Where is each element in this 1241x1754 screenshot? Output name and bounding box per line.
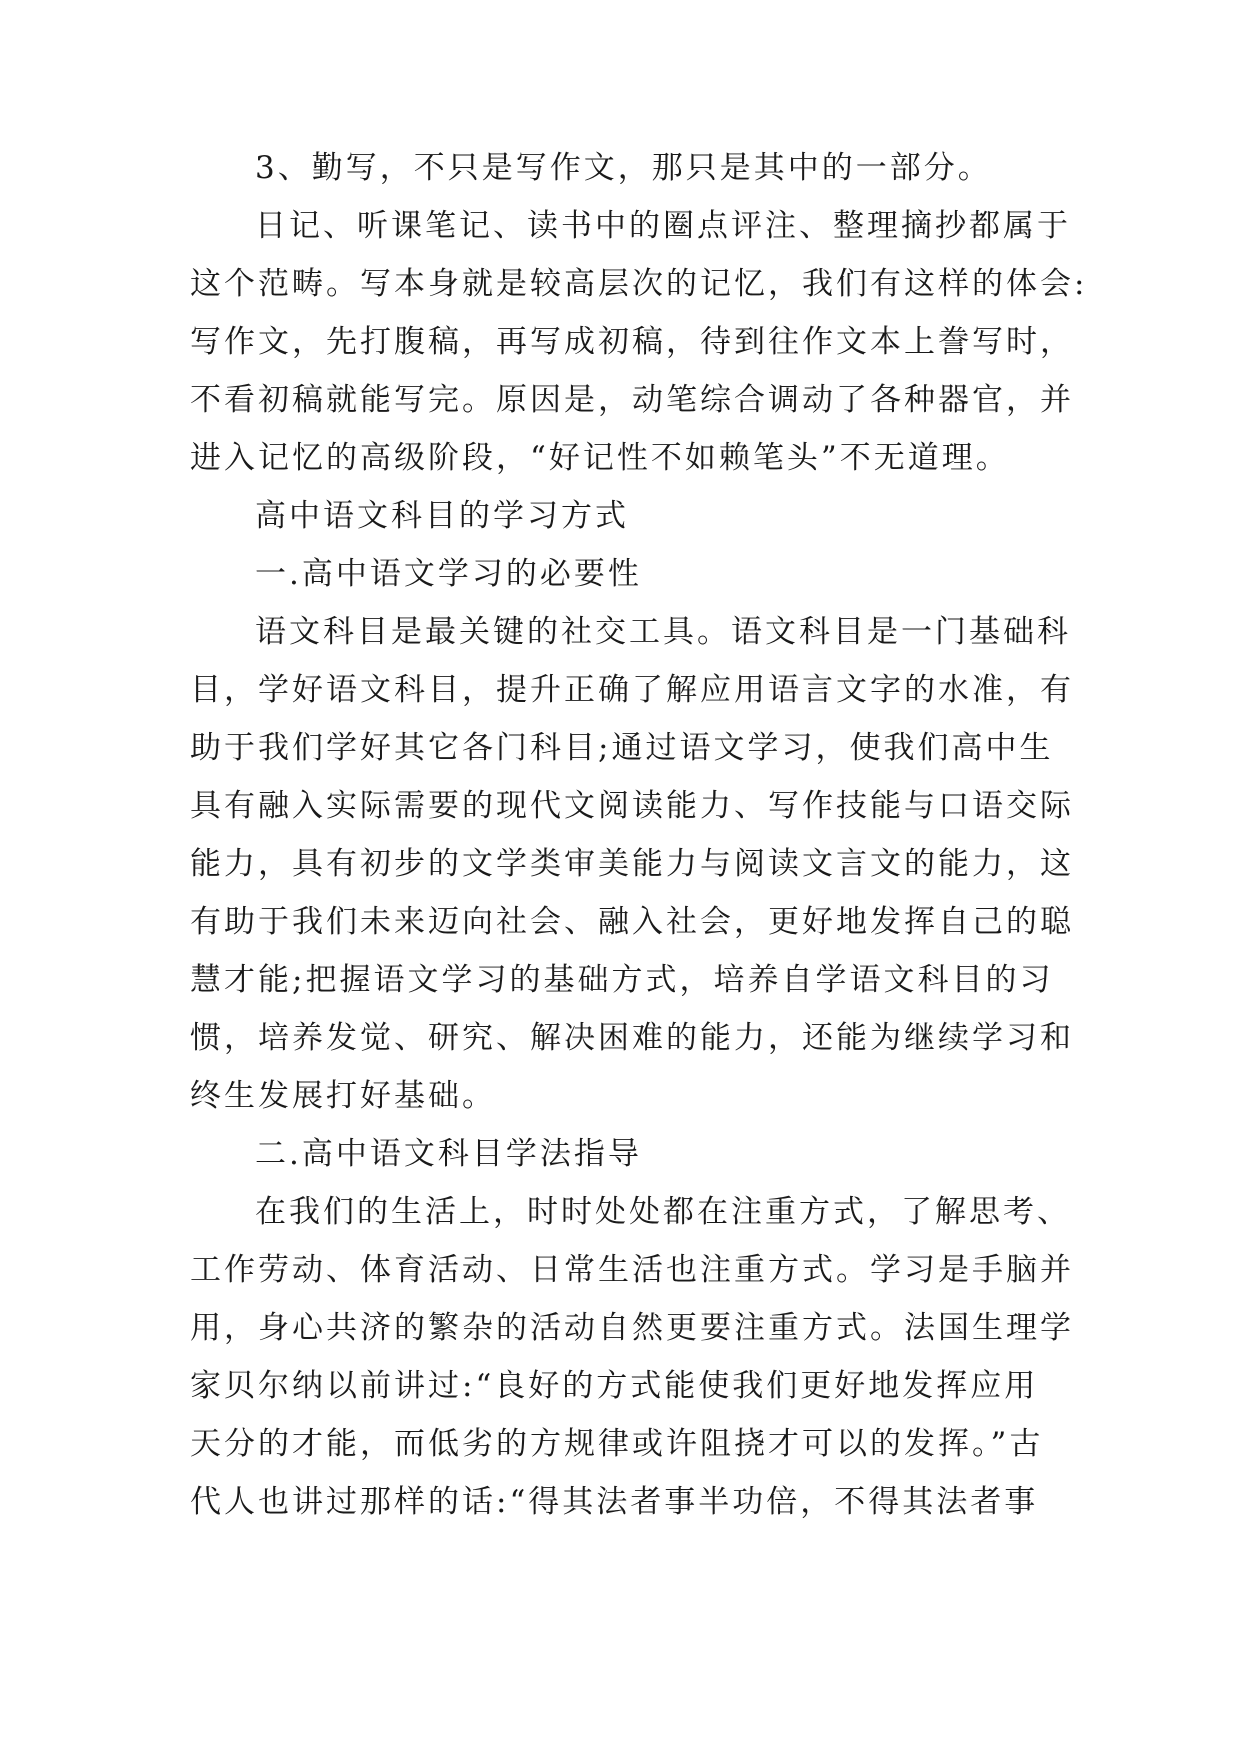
paragraph-line: 3、勤写，不只是写作文，那只是其中的一部分。 [255, 150, 992, 186]
section-heading: 一.高中语文学习的必要性 [255, 556, 642, 592]
section-heading: 二.高中语文科目学法指导 [255, 1136, 642, 1172]
paragraph-line: 慧才能;把握语文学习的基础方式，培养自学语文科目的习 [190, 962, 1054, 998]
paragraph-line: 助于我们学好其它各门科目;通过语文学习，使我们高中生 [190, 730, 1054, 766]
paragraph-line: 家贝尔纳以前讲过:“良好的方式能使我们更好地发挥应用 [190, 1368, 1039, 1404]
paragraph-line: 日记、听课笔记、读书中的圈点评注、整理摘抄都属于 [255, 208, 1071, 244]
paragraph-line: 语文科目是最关键的社交工具。语文科目是一门基础科 [255, 614, 1071, 650]
paragraph-line: 进入记忆的高级阶段，“好记性不如赖笔头”不无道理。 [190, 440, 1010, 476]
paragraph-line: 目，学好语文科目，提升正确了解应用语言文字的水准，有 [190, 672, 1074, 708]
section-heading: 高中语文科目的学习方式 [255, 498, 629, 534]
paragraph-line: 天分的才能，而低劣的方规律或许阻挠才可以的发挥。”古 [190, 1426, 1044, 1462]
paragraph-line: 具有融入实际需要的现代文阅读能力、写作技能与口语交际 [190, 788, 1074, 824]
paragraph-line: 惯，培养发觉、研究、解决困难的能力，还能为继续学习和 [190, 1020, 1074, 1056]
paragraph-line: 这个范畴。写本身就是较高层次的记忆，我们有这样的体会: [190, 266, 1088, 302]
paragraph-line: 写作文，先打腹稿，再写成初稿，待到往作文本上誊写时， [190, 324, 1074, 360]
paragraph-line: 不看初稿就能写完。原因是，动笔综合调动了各种器官，并 [190, 382, 1074, 418]
paragraph-line: 在我们的生活上，时时处处都在注重方式，了解思考、 [255, 1194, 1071, 1230]
paragraph-line: 工作劳动、体育活动、日常生活也注重方式。学习是手脑并 [190, 1252, 1074, 1288]
paragraph-line: 终生发展打好基础。 [190, 1078, 496, 1114]
paragraph-line: 能力，具有初步的文学类审美能力与阅读文言文的能力，这 [190, 846, 1074, 882]
paragraph-line: 代人也讲过那样的话:“得其法者事半功倍，不得其法者事 [190, 1484, 1039, 1520]
paragraph-line: 有助于我们未来迈向社会、融入社会，更好地发挥自己的聪 [190, 904, 1074, 940]
paragraph-line: 用，身心共济的繁杂的活动自然更要注重方式。法国生理学 [190, 1310, 1074, 1346]
